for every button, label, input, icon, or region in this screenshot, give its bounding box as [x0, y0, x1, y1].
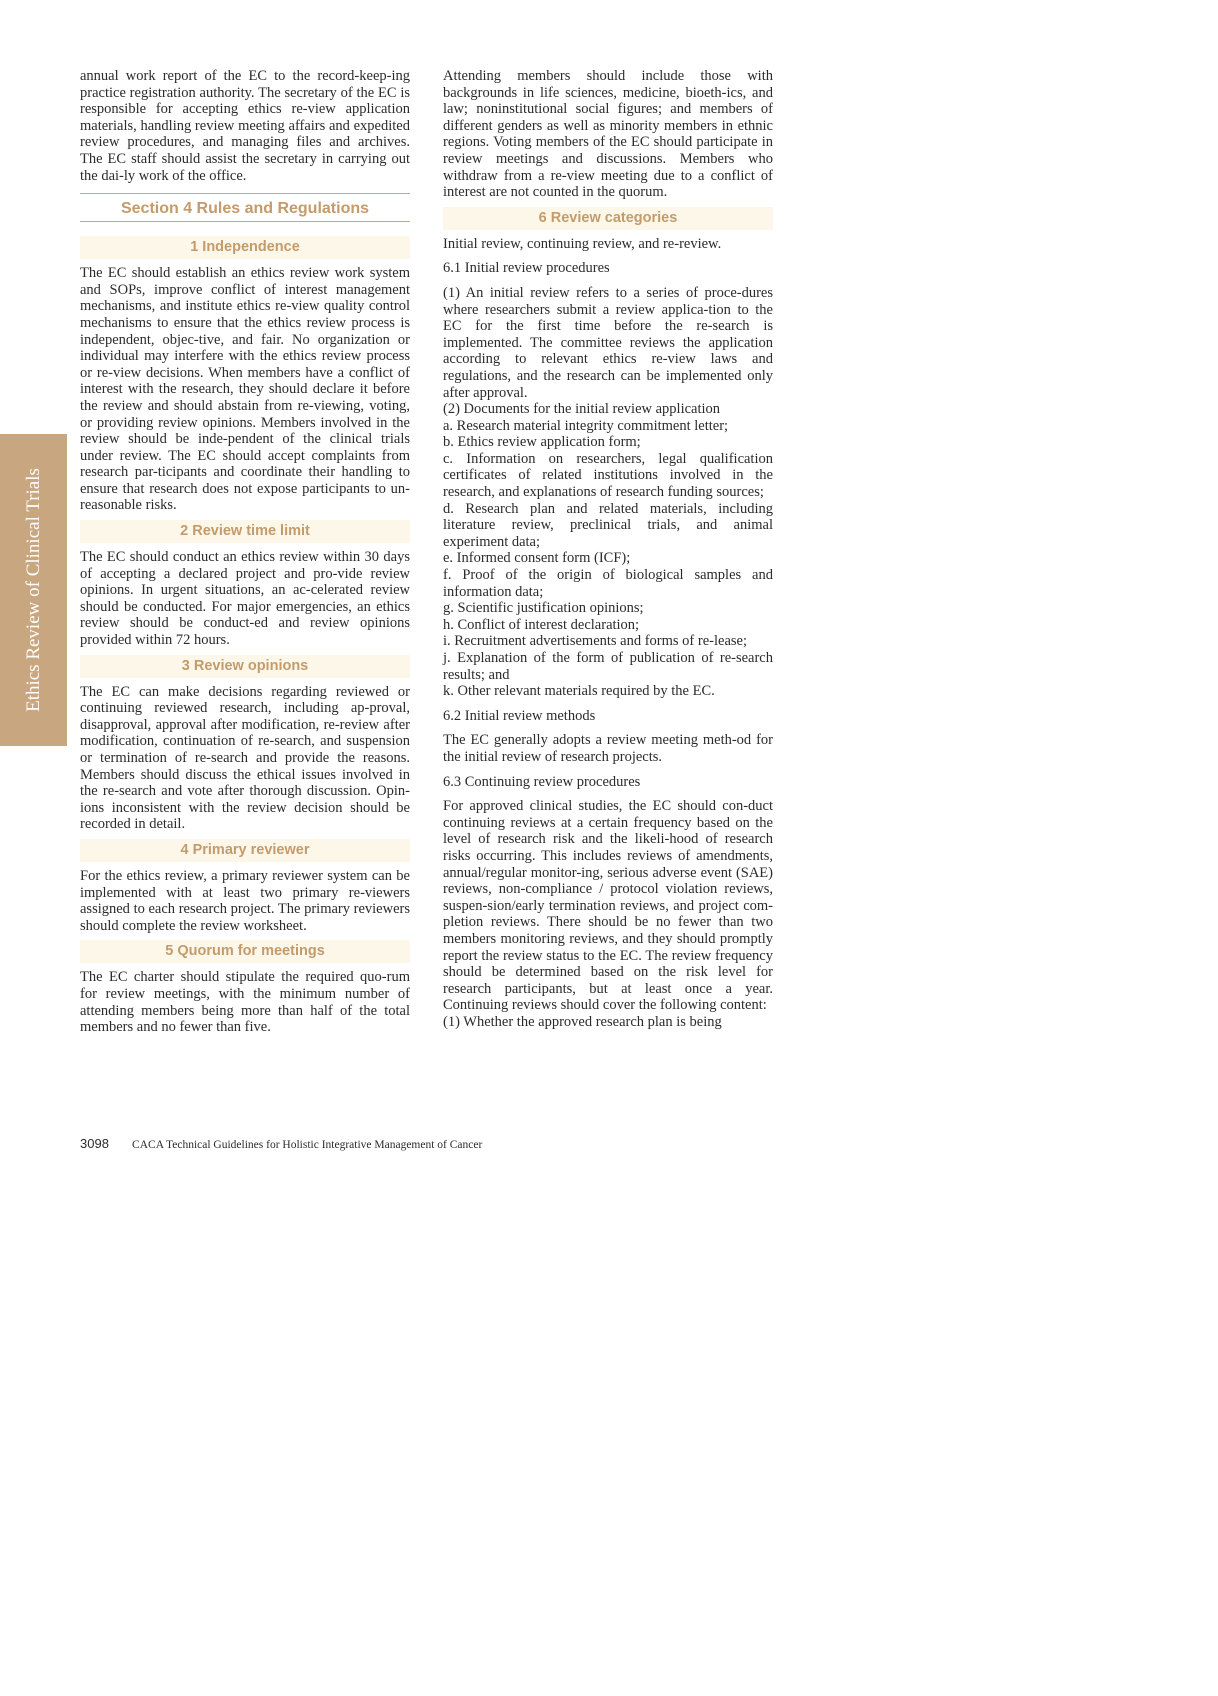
heading-continuing-review-procedures: 6.3 Continuing review procedures [443, 773, 641, 790]
paragraph-review-categories: Initial review, continuing review, and re-review. [443, 235, 722, 252]
list-item: f. Proof of the origin of biological samples and information data; [443, 567, 773, 600]
heading-initial-review-procedures: 6.1 Initial review procedures [443, 260, 610, 277]
list-item: j. Explanation of the form of publication of re-search results; and [443, 650, 773, 683]
left-intro-paragraph: annual work report of the EC to the record-keep-ing practice registration authority. The secretary of the EC is responsible for accepting ethics re-view application materials, handling review meeting affairs and expedited review procedures, and managing files and archives. The EC staff should assist the secretary in carrying out the dai-ly work of the office. [80, 68, 410, 184]
paragraph-quorum: The EC charter should stipulate the required quo-rum for review meetings, with the minimum number of attending members being more than half of the total members and no fewer than five. [80, 969, 410, 1036]
list-item: c. Information on researchers, legal qualification certificates of related institutions involved in the research, and explanations of research funding sources; [443, 450, 773, 501]
list-item: b. Ethics review application form; [443, 434, 641, 451]
paragraph-independence: The EC should establish an ethics review work system and SOPs, improve conflict of interest management mechanisms, and institute ethics re-view quality control mechanisms to ensure that the ethics review process is independent, objec-tive, and fair. No organization or individual may interfere with the ethics review process or re-view decisions. When members have a conflict of interest with the research, they should declare it before the review and should abstain from re-viewing, voting, or providing review opinions. Members involved in the review should be inde-pendent of the clinical trials under review. The EC should accept complaints from research par-ticipants and coordinate their handling to ensure that research does not expose participants to un-reasonable risks. [80, 265, 410, 514]
heading-primary-reviewer: 4 Primary reviewer [80, 839, 410, 862]
paragraph-initial-review-1: (1) An initial review refers to a series of proce-dures where researchers submit a review applica-tion to the EC for the first time before the re-search is implemented. The committee reviews the application according to relevant ethics re-view laws and regulations, and the research can be implemented only after approval. [443, 284, 773, 401]
heading-review-time-limit: 2 Review time limit [80, 520, 410, 543]
list-item: e. Informed consent form (ICF); [443, 550, 631, 567]
heading-initial-review-methods: 6.2 Initial review methods [443, 707, 596, 724]
page-footer [80, 1136, 482, 1152]
right-column [443, 68, 773, 1030]
paragraph-primary-reviewer: For the ethics review, a primary reviewer system can be implemented with at least two primary re-viewers assigned to each research project. The primary reviewers should complete the review worksheet. [80, 867, 410, 934]
paragraph-initial-review-methods: The EC generally adopts a review meeting meth-od for the initial review of research projects. [443, 732, 773, 765]
list-item: k. Other relevant materials required by the EC. [443, 683, 715, 700]
right-intro-paragraph: Attending members should include those with backgrounds in life sciences, medicine, bioeth-ics, and law; noninstitutional social figures; and members of different genders as well as minority members in ethnic regions. Voting members of the EC should participate in review meetings and discussions. Members who withdraw from a re-view meeting due to a conflict of interest are not counted in the quorum. [443, 68, 773, 201]
list-item: g. Scientific justification opinions; [443, 600, 644, 617]
page-number: 3098 [80, 1136, 109, 1151]
paragraph-continuing-review-2: (1) Whether the approved research plan is being [443, 1013, 722, 1030]
list-item: a. Research material integrity commitment letter; [443, 417, 729, 434]
list-item: h. Conflict of interest declaration; [443, 616, 640, 633]
paragraph-review-time-limit: The EC should conduct an ethics review within 30 days of accepting a declared project and pro-vide review opinions. In urgent situations, an ac-celerated review should be conducted. For major emergencies, an ethics review should be conduct-ed and review opinions provided within 72 hours. [80, 549, 410, 649]
heading-review-opinions: 3 Review opinions [80, 655, 410, 678]
paragraph-initial-review-2: (2) Documents for the initial review application [443, 401, 721, 418]
paragraph-review-opinions: The EC can make decisions regarding reviewed or continuing reviewed research, including ap-proval, disapproval, approval after modification, re-review after modification, continuation of re-search, and suspension or termination of re-search and provide the reasons. Members should discuss the ethical issues involved in the re-search and vote after thorough discussion. Opin-ions inconsistent with the review decision should be recorded in detail. [80, 683, 410, 833]
section-title: Section 4 Rules and Regulations [80, 193, 410, 222]
heading-review-categories: 6 Review categories [443, 207, 773, 230]
heading-quorum: 5 Quorum for meetings [80, 940, 410, 963]
heading-independence: 1 Independence [80, 236, 410, 259]
left-column [80, 68, 410, 1036]
list-item: d. Research plan and related materials, including literature review, preclinical trials, and animal experiment data; [443, 500, 773, 550]
side-tab [0, 434, 67, 746]
paragraph-continuing-review: For approved clinical studies, the EC should con-duct continuing reviews at a certain frequency based on the level of research risk and the likeli-hood of research risks occurring. This includes reviews of amendments, annual/regular monitor-ing, serious adverse event (SAE) reviews, non-compliance / protocol violation reviews, suspen-sion/early termination reviews, and project com-pletion reviews. There should be no fewer than two members monitoring reviews, and they should promptly report the review status to the EC. The review frequency should be determined based on the risk level for research participants, but at least once a year. Continuing reviews should cover the following content: [443, 798, 773, 1014]
side-tab-label: Ethics Review of Clinical Trials [22, 468, 44, 712]
running-title: CACA Technical Guidelines for Holistic Integrative Management of Cancer [132, 1139, 483, 1151]
list-item: i. Recruitment advertisements and forms of re-lease; [443, 633, 747, 650]
